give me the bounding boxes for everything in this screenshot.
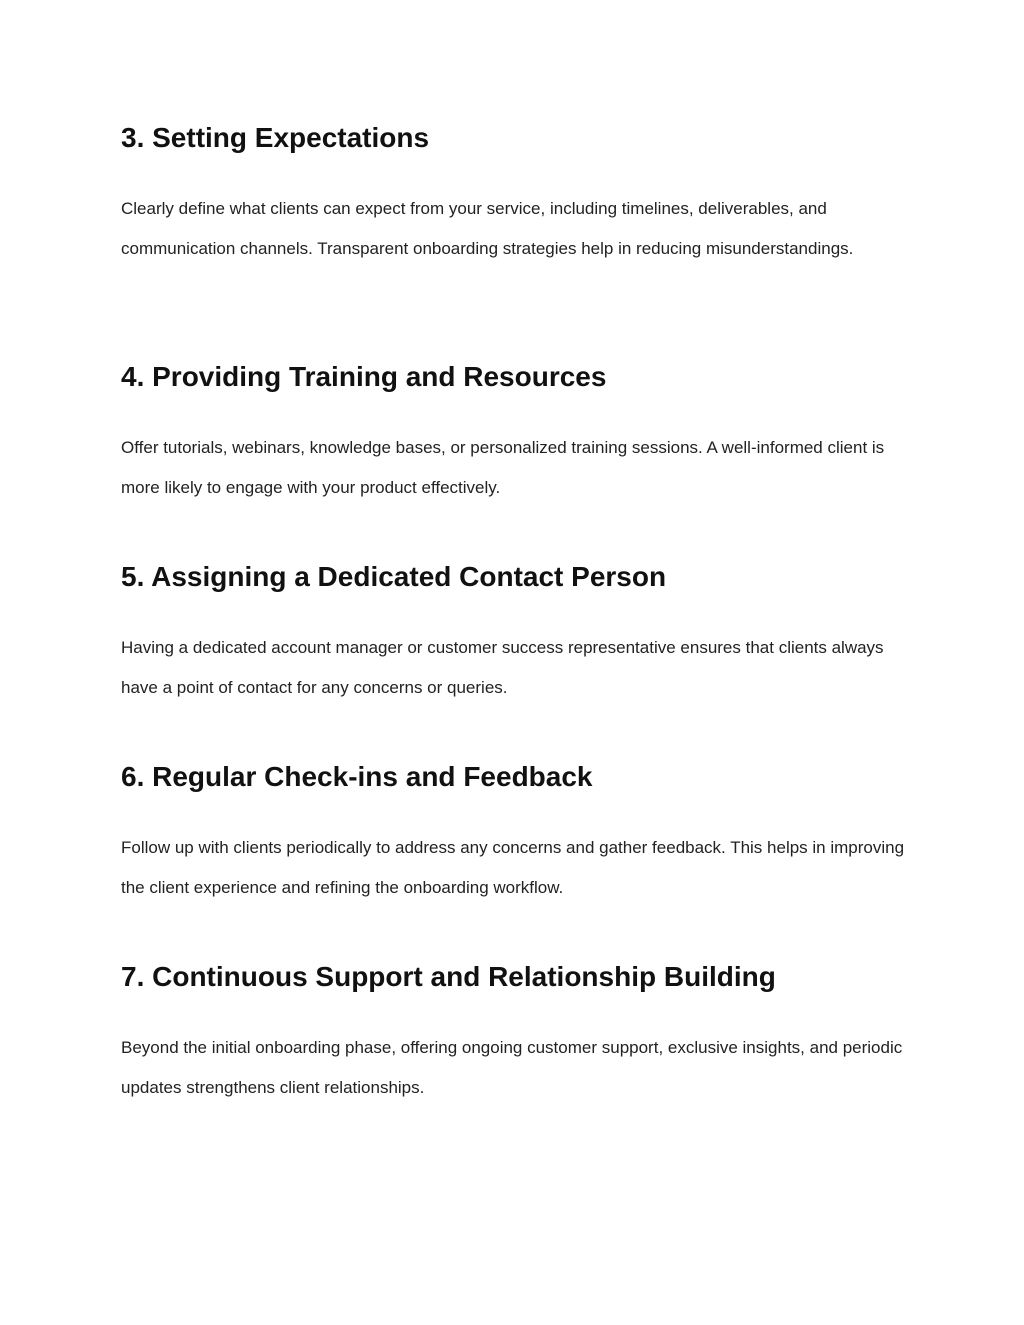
section-heading: 4. Providing Training and Resources [121, 361, 607, 392]
section-check-ins-feedback [121, 760, 911, 907]
section-setting-expectations [121, 121, 911, 268]
section-continuous-support [121, 960, 911, 1107]
section-paragraph: Follow up with clients periodically to address any concerns and gather feedback. This helps in improving the client experience and refining the onboarding workflow. [121, 838, 905, 897]
section-heading: 3. Setting Expectations [121, 122, 430, 153]
section-heading: 5. Assigning a Dedicated Contact Person [121, 561, 667, 592]
section-paragraph: Having a dedicated account manager or customer success representative ensures that clients always have a point of contact for any concerns or queries. [121, 638, 884, 697]
section-paragraph: Beyond the initial onboarding phase, offering ongoing customer support, exclusive insights, and periodic updates strengthens client relationships. [121, 1038, 903, 1097]
section-heading: 7. Continuous Support and Relationship Building [121, 961, 776, 992]
section-paragraph: Offer tutorials, webinars, knowledge bases, or personalized training sessions. A well-informed client is more likely to engage with your product effectively. [121, 438, 885, 497]
section-paragraph: Clearly define what clients can expect from your service, including timelines, deliverables, and communication channels. Transparent onboarding strategies help in reducing misunderstandings. [121, 199, 854, 258]
section-dedicated-contact [121, 560, 911, 707]
section-providing-training [121, 360, 911, 507]
section-heading: 6. Regular Check-ins and Feedback [121, 761, 593, 792]
